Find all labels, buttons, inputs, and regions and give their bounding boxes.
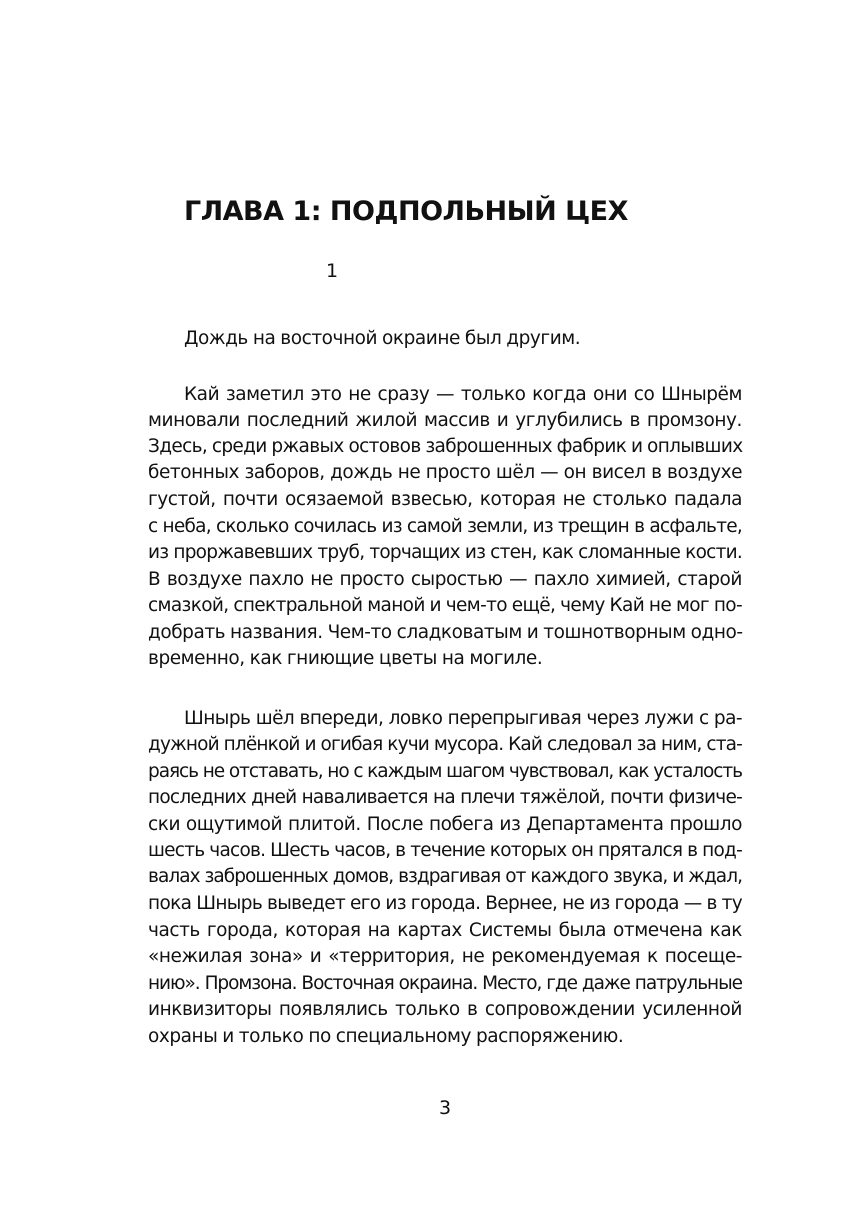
text-line: густой, почти осязаемой взвесью, которая не столько падала xyxy=(148,489,742,510)
text-line: часть города, которая на картах Системы была отмечена как xyxy=(148,920,742,941)
text-line: временно, как гниющие цветы на могиле. xyxy=(148,648,543,669)
text-line: с неба, сколько сочилась из самой земли, из трещин в асфальте, xyxy=(148,516,742,537)
text-line: Дождь на восточной окраине был другим. xyxy=(184,328,581,349)
text-line: из проржавевших труб, торчащих из стен, как сломанные кости. xyxy=(148,542,742,563)
text-line: добрать названия. Чем-то сладковатым и тошнотворным одно- xyxy=(148,622,743,643)
section-number: 1 xyxy=(326,260,339,282)
chapter-title: ГЛАВА 1: ПОДПОЛЬНЫЙ ЦЕХ xyxy=(184,196,628,227)
text-line: раясь не отставать, но с каждым шагом чувствовал, как усталость xyxy=(148,761,742,782)
text-line: дужной плёнкой и огибая кучи мусора. Кай следовал за ним, ста- xyxy=(148,734,742,755)
text-line: бетонных заборов, дождь не просто шёл — он висел в воздухе xyxy=(148,462,742,483)
text-line: ски ощутимой плитой. После побега из Департамента прошло xyxy=(148,814,742,835)
text-line: последних дней наваливается на плечи тяжёлой, почти физиче- xyxy=(148,787,742,808)
text-line: шесть часов. Шесть часов, в течение которых он прятался в под- xyxy=(148,840,742,861)
text-line: пока Шнырь выведет его из города. Вернее, не из города — в ту xyxy=(148,893,742,914)
text-line: Шнырь шёл впереди, ловко перепрыгивая через лужи с ра- xyxy=(184,708,742,729)
text-line: валах заброшенных домов, вздрагивая от каждого звука, и ждал, xyxy=(148,866,742,887)
text-line: Кай заметил это не сразу — только когда они со Шнырём xyxy=(184,384,742,405)
text-line: Здесь, среди ржавых остовов заброшенных фабрик и оплывших xyxy=(148,436,743,457)
text-line: инквизиторы появлялись только в сопровождении усиленной xyxy=(148,999,742,1020)
text-line: миновали последний жилой массив и углубились в промзону. xyxy=(148,410,742,431)
page-number: 3 xyxy=(438,1097,452,1119)
text-line: В воздухе пахло не просто сыростью — пахло химией, старой xyxy=(148,569,742,590)
text-line: смазкой, спектральной маной и чем-то ещё, чему Кай не мог по- xyxy=(148,595,742,616)
text-line: «нежилая зона» и «территория, не рекомендуемая к посеще- xyxy=(148,946,742,967)
text-line: нию». Промзона. Восточная окраина. Место, где даже патрульные xyxy=(148,973,742,994)
text-line: охраны и только по специальному распоряжению. xyxy=(148,1026,624,1047)
